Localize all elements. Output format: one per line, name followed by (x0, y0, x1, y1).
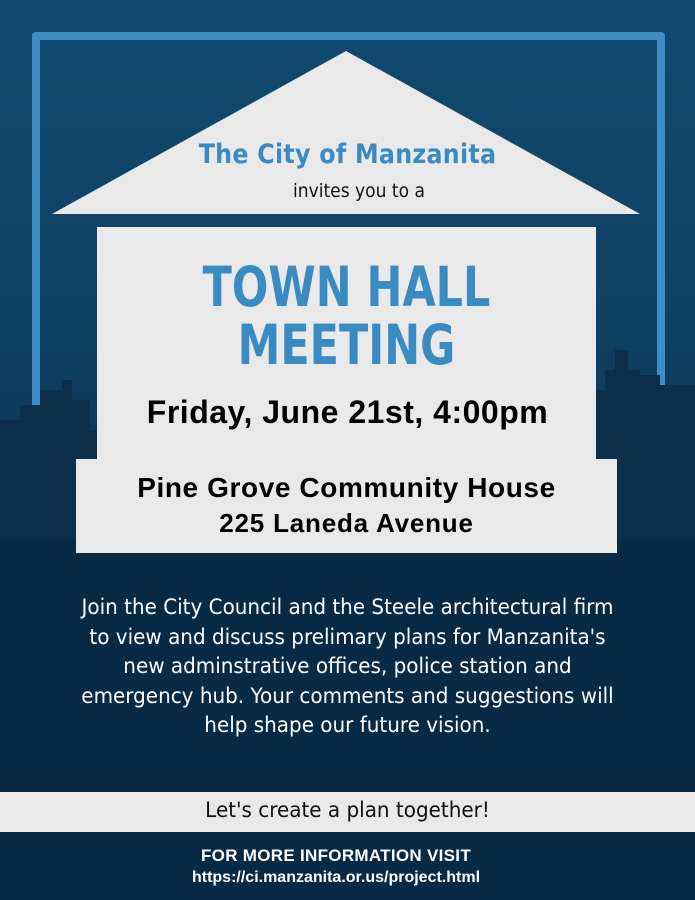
more-info-heading: FOR MORE INFORMATION VISIT (200, 846, 472, 865)
event-title-line-2: MEETING (237, 313, 456, 377)
organization-name: The City of Manzanita (198, 139, 497, 170)
event-title-line-1: TOWN HALL (202, 255, 491, 319)
venue-name: Pine Grove Community House (137, 472, 556, 503)
event-description: Join the City Council and the Steele architectural firm to view and discuss prelimary plans for Manzanita's new adminstrative offices, police station and emergency hub. Your comments and suggestions will help shape our future vision. (81, 595, 614, 737)
tagline: Let's create a plan together! (205, 798, 490, 822)
event-title (152, 255, 541, 377)
venue-address: 225 Laneda Avenue (219, 508, 474, 538)
invite-line: invites you to a (293, 180, 425, 202)
event-datetime: Friday, June 21st, 4:00pm (146, 394, 549, 430)
more-info-url[interactable]: https://ci.manzanita.or.us/project.html (191, 869, 481, 886)
